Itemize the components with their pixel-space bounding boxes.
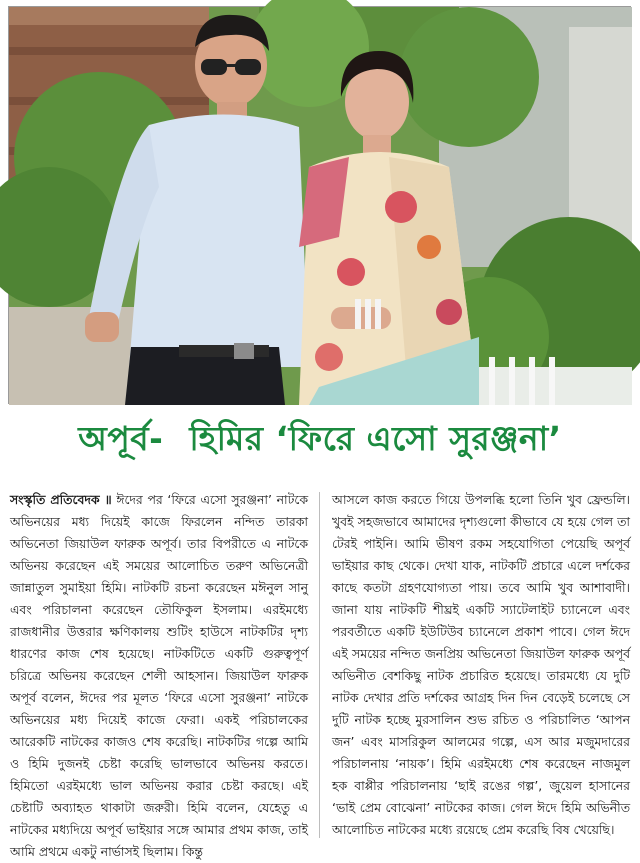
article-paragraph-left [10,489,308,863]
headline [0,410,640,468]
right-body-text: আসলে কাজ করতে গিয়ে উপলব্ধি হলো তিনি খুব ফ্রেন্ডলি। খুবই সহজভাবে আমাদের দৃশ্যগুলো কীভাবে যে হয়ে গেল তা টেরই পাইনি। আমি ভীষণ রকম সহযোগিতা পেয়েছি অপূর্ব ভাইয়ার কাছ থেকে। দেখা যাক, নাটকটি প্রচারে এলে দর্শকের কাছে কতটা গ্রহণযোগ্যতা পায়। তবে আমি খুব আশাবাদী। জানা যায় নাটকটি শীঘ্রই একটি স্যাটেলাইট চ্যানেলে এবং পরবর্তীতে একটি ইউটিউব চ্যানেলে প্রকাশ পাবে। গেল ঈদে এই সময়ের নন্দিত জনপ্রিয় অভিনেতা জিয়াউল ফারুক অপূর্ব অভিনীত বেশকিছু নাটক প্রচারিত হয়েছে। তারমধ্যে যে দুটি নাটক দেখার প্রতি দর্শকের আগ্রহ দিন দিন বেড়েই চলেছে সে দুটি নাটক হচ্ছে মুরসালিন শুভ রচিত ও পরিচালিত ‘আপন জন’ এবং মাসরিকুল আলমের গল্পে, এস আর মজুমদারের পরিচালনায় ‘নায়ক’। হিমি এরইমধ্যে শেষ করেছেন নাজমুল হক বাপ্পীর পরিচালনায় ‘ছাই রঙের গল্প’, জুয়েল হাসানের ‘ভাই প্রেম বোঝেনা’ নাটকের কাজ। গেল ঈদে হিমি অভিনীত আলোচিত নাটকের মধ্যে রয়েছে প্রেম করেছি বিষ খেয়েছি। [332,492,630,837]
article-column-left [10,489,308,859]
headline-part-1: অপূর্ব- [78,419,164,458]
byline: সংস্কৃতি প্রতিবেদক ॥ [10,492,112,507]
left-body-text: ঈদের পর ‘ফিরে এসো সুরঞ্জনা’ নাটকে অভিনয়ের মধ্য দিয়েই কাজে ফিরলেন নন্দিত তারকা অভিনেতা জিয়াউল ফারুক অপূর্ব। তার বিপরীতে এ নাটকে অভিনয় করেছেন এই সময়ের আলোচিত তরুণ অভিনেত্রী জান্নাতুল সুমাইয়া হিমি। নাটকটি রচনা করেছেন মঈনুল সানু এবং পরিচালনা করেছেন তৌফিকুল ইসলাম। এরইমধ্যে রাজধানীর উত্তরার ক্ষণিকালয় শুটিং হাউসে নাটকটির দৃশ্য ধারণের কাজ শেষ হয়েছে। নাটকটিতে একটি গুরুত্বপূর্ণ চরিত্রে অভিনয় করেছেন শেলী আহসান। জিয়াউল ফারুক অপূর্ব বলেন, ঈদের পর মূলত ‘ফিরে এসো সুরঞ্জনা’ নাটকে অভিনয়ের মধ্য দিয়েই কাজে ফেরা। একই পরিচালকের আরেকটি নাটকের কাজও শেষ করেছি। নাটকটির গল্পে আমি ও হিমি দুজনই চেষ্টা করেছি ভালভাবে অভিনয় করতে। হিমিতো এরইমধ্যে ভাল অভিনয় করার চেষ্টা করছে। এই চেষ্টাটি অব্যাহত থাকাটা জরুরী। হিমি বলেন, যেহেতু এ নাটকের মধ্যদিয়ে অপূর্ব ভাইয়ার সঙ্গে আমার প্রথম কাজ, তাই আমি প্রথমে একটু নার্ভাসই ছিলাম। কিন্তু [10,492,308,859]
news-photo-icon [9,7,632,405]
headline-part-2: হিমির ‘ফিরে এসো সুরঞ্জনা’ [189,419,562,458]
article-photo [8,6,631,404]
column-divider [319,492,320,838]
article-column-right [332,489,630,841]
